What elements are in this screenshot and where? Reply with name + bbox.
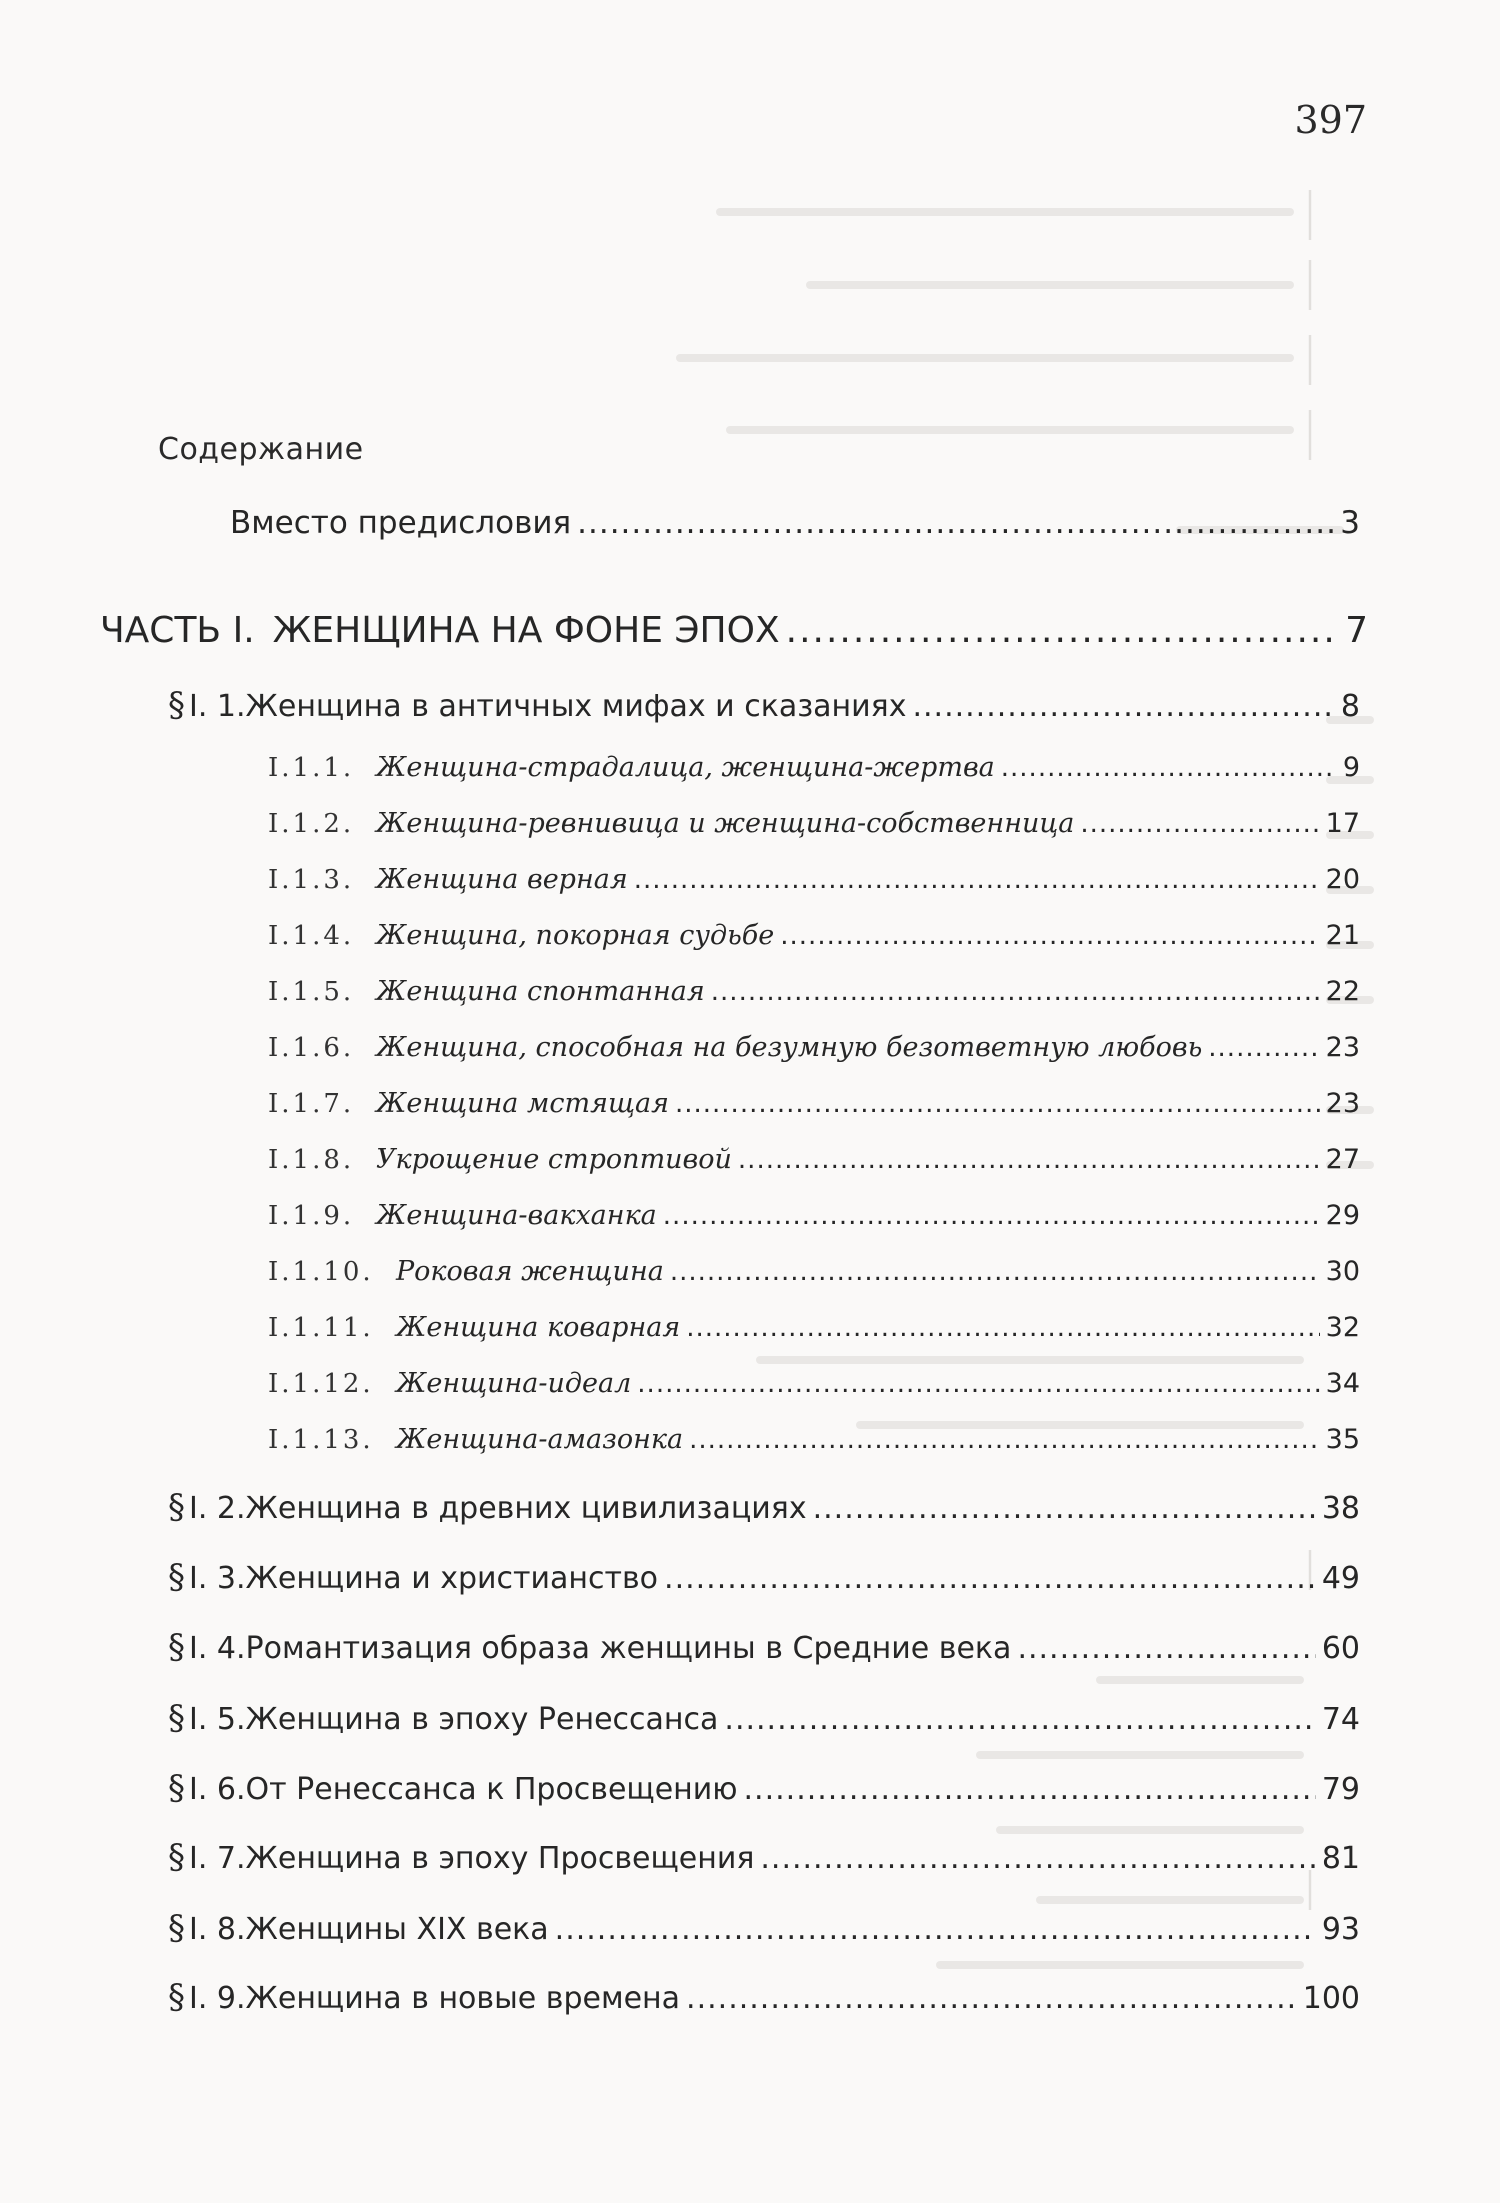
dot-leader bbox=[675, 1089, 1320, 1119]
subsection-page: 35 bbox=[1325, 1424, 1360, 1455]
toc-subsection bbox=[268, 864, 1360, 895]
section-page: 8 bbox=[1340, 689, 1360, 724]
subsection-title: Роковая женщина bbox=[396, 1256, 664, 1287]
section-sign: § bbox=[168, 1627, 185, 1667]
subsection-page: 32 bbox=[1325, 1312, 1360, 1343]
toc-section bbox=[168, 1557, 1360, 1597]
toc-entry-intro bbox=[230, 505, 1360, 541]
section-number: I. 9. bbox=[189, 1981, 246, 2016]
dot-leader bbox=[912, 689, 1334, 724]
section-title: От Ренессанса к Просвещению bbox=[245, 1772, 738, 1807]
dot-leader bbox=[1208, 1033, 1319, 1063]
subsection-number: I.1.9. bbox=[268, 1201, 355, 1231]
subsection-title: Женщина мстящая bbox=[376, 1088, 669, 1119]
section-sign: § bbox=[168, 1768, 185, 1808]
dot-leader bbox=[577, 505, 1334, 541]
dot-leader bbox=[686, 1981, 1297, 2016]
subsection-number: I.1.4. bbox=[268, 921, 355, 951]
subsection-page: 21 bbox=[1325, 920, 1360, 951]
toc-section bbox=[168, 1487, 1360, 1527]
subsection-page: 34 bbox=[1325, 1368, 1360, 1399]
dot-leader bbox=[786, 610, 1339, 651]
toc-subsection bbox=[268, 920, 1360, 951]
section-sign: § bbox=[168, 685, 185, 725]
dot-leader bbox=[555, 1912, 1316, 1947]
subsection-number: I.1.8. bbox=[268, 1145, 355, 1175]
subsection-page: 22 bbox=[1325, 976, 1360, 1007]
toc-subsection bbox=[268, 1200, 1360, 1231]
subsection-number: I.1.6. bbox=[268, 1033, 355, 1063]
section-sign: § bbox=[168, 1487, 185, 1527]
subsection-title: Женщина коварная bbox=[396, 1312, 681, 1343]
section-page: 60 bbox=[1321, 1631, 1360, 1666]
toc-subsection bbox=[268, 808, 1360, 839]
section-page: 93 bbox=[1321, 1912, 1360, 1947]
subsection-page: 17 bbox=[1325, 808, 1360, 839]
subsection-page: 20 bbox=[1325, 864, 1360, 895]
dot-leader bbox=[686, 1313, 1319, 1343]
page-number: 397 bbox=[1294, 98, 1367, 142]
dot-leader bbox=[634, 865, 1320, 895]
subsection-title: Женщина-ревнивица и женщина-собственница bbox=[376, 808, 1075, 839]
section-title: Женщина в древних цивилизациях bbox=[245, 1491, 807, 1526]
toc-subsection bbox=[268, 976, 1360, 1007]
toc-section bbox=[168, 1837, 1360, 1877]
dot-leader bbox=[637, 1369, 1319, 1399]
section-page: 100 bbox=[1302, 1981, 1360, 2016]
dot-leader bbox=[1001, 753, 1337, 783]
toc-subsection bbox=[268, 1256, 1360, 1287]
section-title: Женщина в новые времена bbox=[245, 1981, 681, 2016]
part-page: 7 bbox=[1345, 610, 1368, 651]
dot-leader bbox=[760, 1841, 1315, 1876]
toc-section bbox=[168, 685, 1360, 725]
dot-leader bbox=[780, 921, 1319, 951]
subsection-page: 30 bbox=[1325, 1256, 1360, 1287]
subsection-title: Женщина-вакханка bbox=[376, 1200, 657, 1231]
toc-section bbox=[168, 1908, 1360, 1948]
section-number: I. 5. bbox=[189, 1702, 246, 1737]
subsection-number: I.1.10. bbox=[268, 1257, 374, 1287]
subsection-title: Укрощение строптивой bbox=[376, 1144, 732, 1175]
subsection-number: I.1.1. bbox=[268, 753, 355, 783]
dot-leader bbox=[813, 1491, 1316, 1526]
toc-section bbox=[168, 1977, 1360, 2017]
section-number: I. 7. bbox=[189, 1841, 246, 1876]
subsection-title: Женщина-страдалица, женщина-жертва bbox=[376, 752, 995, 783]
section-sign: § bbox=[168, 1837, 185, 1877]
section-title: Женщина в античных мифах и сказаниях bbox=[245, 689, 907, 724]
entry-title: Вместо предисловия bbox=[230, 505, 572, 541]
toc-heading: Содержание bbox=[158, 432, 364, 467]
section-page: 81 bbox=[1321, 1841, 1360, 1876]
section-page: 79 bbox=[1321, 1772, 1360, 1807]
subsection-title: Женщина-идеал bbox=[396, 1368, 632, 1399]
subsection-number: I.1.13. bbox=[268, 1425, 374, 1455]
subsection-title: Женщина, покорная судьбе bbox=[376, 920, 775, 951]
subsection-page: 9 bbox=[1342, 752, 1360, 783]
section-sign: § bbox=[168, 1908, 185, 1948]
dot-leader bbox=[1080, 809, 1319, 839]
toc-subsection bbox=[268, 1424, 1360, 1455]
section-title: Романтизация образа женщины в Средние века bbox=[245, 1631, 1012, 1666]
section-number: I. 6. bbox=[189, 1772, 246, 1807]
subsection-number: I.1.12. bbox=[268, 1369, 374, 1399]
dot-leader bbox=[664, 1561, 1316, 1596]
subsection-title: Женщина верная bbox=[376, 864, 628, 895]
section-title: Женщина в эпоху Ренессанса bbox=[245, 1702, 719, 1737]
subsection-title: Женщина спонтанная bbox=[376, 976, 705, 1007]
section-number: I. 2. bbox=[189, 1491, 246, 1526]
subsection-number: I.1.7. bbox=[268, 1089, 355, 1119]
toc-entry-part bbox=[100, 610, 1368, 651]
toc-subsection bbox=[268, 752, 1360, 783]
subsection-number: I.1.2. bbox=[268, 809, 355, 839]
dot-leader bbox=[711, 977, 1320, 1007]
toc-section bbox=[168, 1768, 1360, 1808]
subsection-page: 23 bbox=[1325, 1088, 1360, 1119]
subsection-title: Женщина, способная на безумную безответную любовь bbox=[376, 1032, 1203, 1063]
section-page: 74 bbox=[1321, 1702, 1360, 1737]
dot-leader bbox=[689, 1425, 1320, 1455]
dot-leader bbox=[724, 1702, 1315, 1737]
dot-leader bbox=[738, 1145, 1320, 1175]
section-sign: § bbox=[168, 1698, 185, 1738]
section-page: 38 bbox=[1321, 1491, 1360, 1526]
part-title: ЖЕНЩИНА НА ФОНЕ ЭПОХ bbox=[272, 610, 780, 651]
toc-section bbox=[168, 1698, 1360, 1738]
subsection-number: I.1.3. bbox=[268, 865, 355, 895]
toc-section bbox=[168, 1627, 1360, 1667]
section-number: I. 4. bbox=[189, 1631, 246, 1666]
dot-leader bbox=[670, 1257, 1320, 1287]
section-number: I. 1. bbox=[189, 689, 246, 724]
section-title: Женщина в эпоху Просвещения bbox=[245, 1841, 755, 1876]
section-number: I. 8. bbox=[189, 1912, 246, 1947]
section-number: I. 3. bbox=[189, 1561, 246, 1596]
section-title: Женщина и христианство bbox=[245, 1561, 659, 1596]
subsection-page: 23 bbox=[1325, 1032, 1360, 1063]
part-label: ЧАСТЬ I. bbox=[100, 610, 255, 651]
toc-subsection bbox=[268, 1312, 1360, 1343]
subsection-number: I.1.5. bbox=[268, 977, 355, 1007]
dot-leader bbox=[744, 1772, 1316, 1807]
section-sign: § bbox=[168, 1557, 185, 1597]
entry-page: 3 bbox=[1340, 505, 1360, 541]
toc-subsection bbox=[268, 1368, 1360, 1399]
toc-subsection bbox=[268, 1144, 1360, 1175]
dot-leader bbox=[1017, 1631, 1315, 1666]
toc-subsection bbox=[268, 1088, 1360, 1119]
section-title: Женщины XIX века bbox=[245, 1912, 549, 1947]
toc-subsection bbox=[268, 1032, 1360, 1063]
section-page: 49 bbox=[1321, 1561, 1360, 1596]
subsection-number: I.1.11. bbox=[268, 1313, 374, 1343]
subsection-title: Женщина-амазонка bbox=[396, 1424, 684, 1455]
section-sign: § bbox=[168, 1977, 185, 2017]
subsection-page: 29 bbox=[1325, 1200, 1360, 1231]
subsection-page: 27 bbox=[1325, 1144, 1360, 1175]
dot-leader bbox=[663, 1201, 1320, 1231]
